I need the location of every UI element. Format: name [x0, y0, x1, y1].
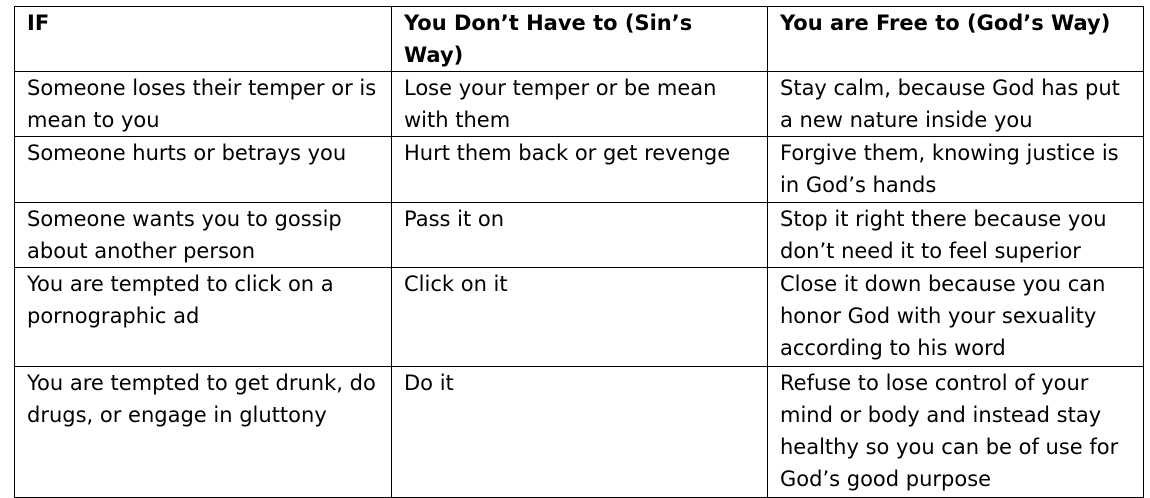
if-cell: You are tempted to get drunk, do drugs, or engage in gluttony [15, 367, 392, 498]
if-cell: You are tempted to click on a pornographic ad [15, 268, 392, 367]
header-row [15, 7, 1144, 72]
table-row [15, 137, 1144, 203]
header-sins-way: You Don’t Have to (Sin’s Way) [392, 7, 768, 72]
sins-way-cell: Do it [392, 367, 768, 498]
gods-way-cell: Refuse to lose control of your mind or body and instead stay healthy so you can be of use for God’s good purpose [768, 367, 1144, 498]
header-gods-way: You are Free to (God’s Way) [768, 7, 1144, 72]
sins-way-cell: Hurt them back or get revenge [392, 137, 768, 203]
sins-way-cell: Pass it on [392, 203, 768, 268]
gods-way-cell: Stop it right there because you don’t need it to feel superior [768, 203, 1144, 268]
if-cell: Someone loses their temper or is mean to you [15, 72, 392, 137]
header-if: IF [15, 7, 392, 72]
table-row [15, 268, 1144, 367]
gods-way-cell: Forgive them, knowing justice is in God’s hands [768, 137, 1144, 203]
sins-way-cell: Lose your temper or be mean with them [392, 72, 768, 137]
table-row [15, 203, 1144, 268]
if-cell: Someone wants you to gossip about another person [15, 203, 392, 268]
gods-way-cell: Close it down because you can honor God with your sexuality according to his word [768, 268, 1144, 367]
sins-way-cell: Click on it [392, 268, 768, 367]
table-row [15, 367, 1144, 498]
if-cell: Someone hurts or betrays you [15, 137, 392, 203]
gods-way-cell: Stay calm, because God has put a new nature inside you [768, 72, 1144, 137]
table-row [15, 72, 1144, 137]
choices-table [14, 6, 1144, 498]
